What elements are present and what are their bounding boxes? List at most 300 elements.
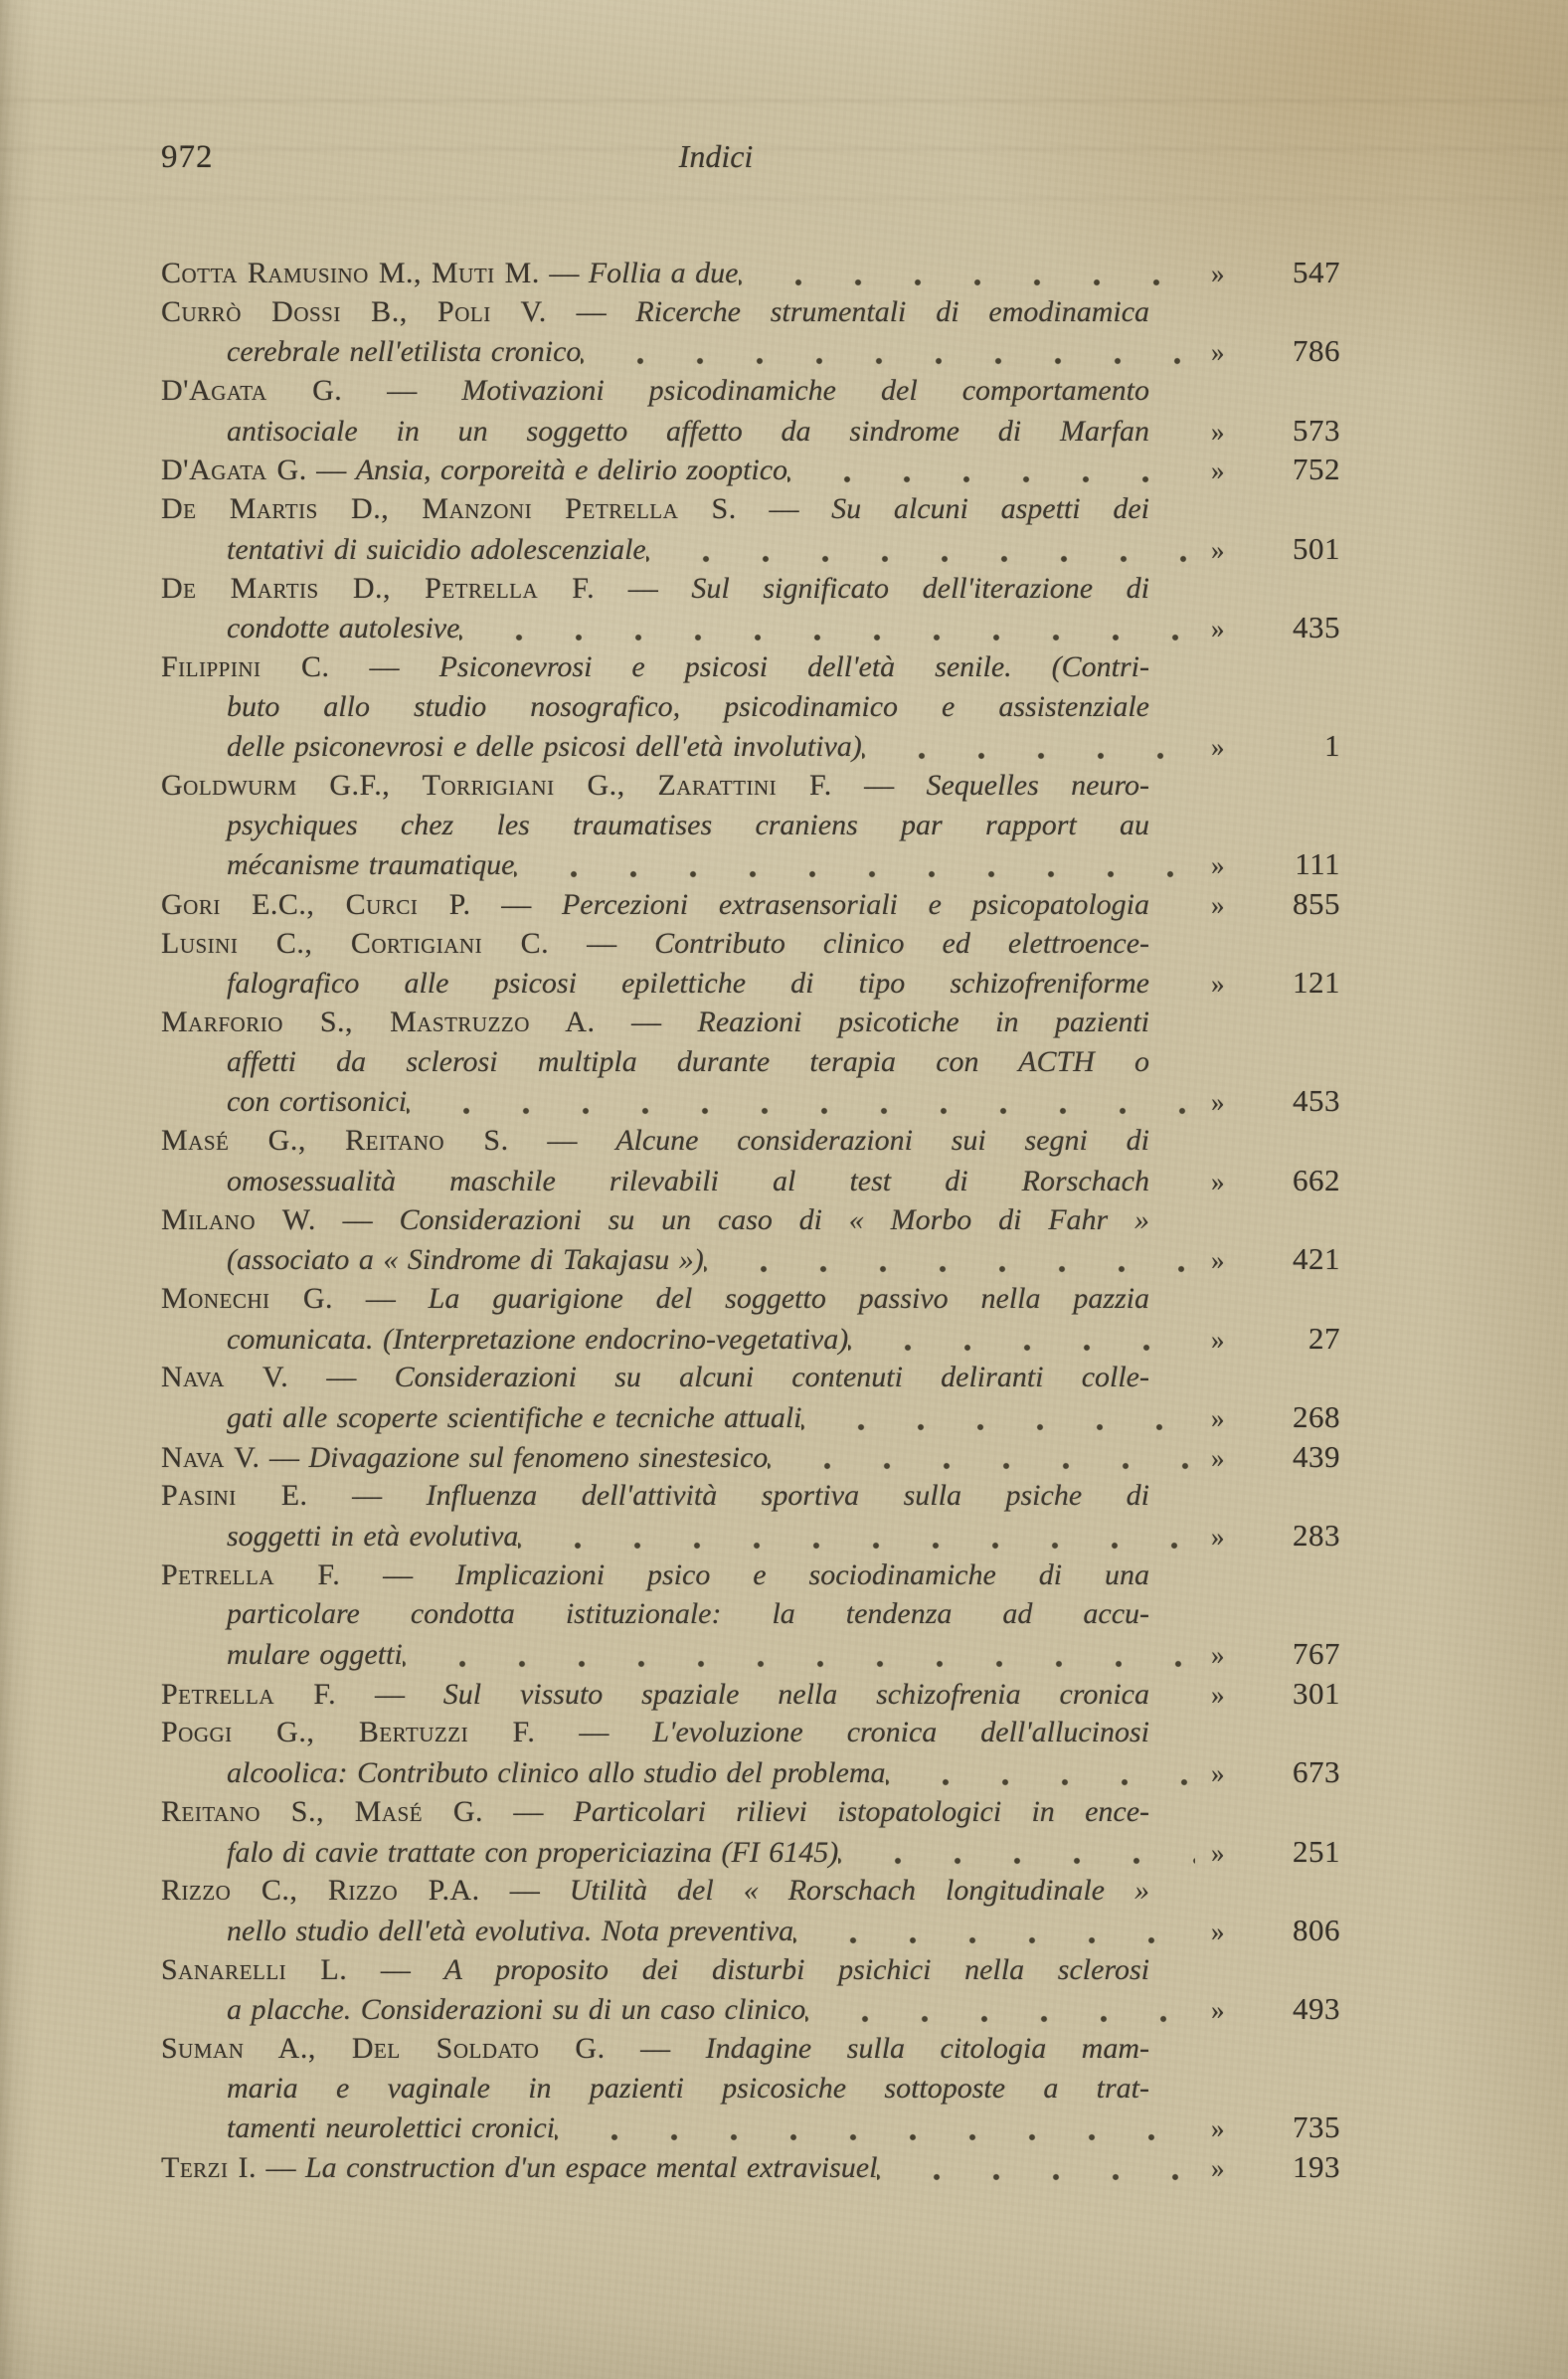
dot-leader [407, 1082, 1195, 1122]
entry-authors: Sanarelli L. [161, 1952, 348, 1986]
entry-text [227, 727, 862, 767]
entry-text [161, 1558, 1149, 1591]
entry-title: Psiconevrosi e psicosi dell'età senile. (Contri- [438, 649, 1149, 683]
entry-text-zone [161, 1162, 1211, 1201]
entry-text [161, 295, 1149, 328]
entry-text-zone [161, 1398, 1211, 1438]
em-dash: — [288, 1361, 395, 1394]
dot-leader [518, 1517, 1195, 1556]
page-ref-mark: » [1211, 259, 1225, 288]
index-line [161, 1200, 1340, 1240]
entry-text [161, 1124, 1149, 1157]
dot-leader [739, 254, 1196, 293]
page-ref-mark: » [1211, 1087, 1225, 1118]
index-line [161, 371, 1340, 411]
entry-text [161, 1795, 1149, 1828]
entry-title: mécanisme traumatique [227, 848, 515, 882]
entry-text [227, 1833, 838, 1873]
dot-leader [704, 1240, 1195, 1280]
em-dash: — [831, 768, 927, 802]
index-line [161, 411, 1340, 451]
entry-text-zone [161, 1121, 1211, 1161]
page-ref-number: 673 [1293, 1754, 1340, 1790]
em-dash: — [340, 1557, 456, 1591]
entry-title: Reazioni psicotiche in pazienti [697, 1006, 1149, 1039]
index-line [161, 1989, 1340, 2029]
index-line [161, 1239, 1340, 1279]
page-ref-mark: » [1211, 1640, 1225, 1671]
entry-title: alcoolica: Contributo clinico allo studio del problema [227, 1756, 886, 1790]
entry-text-zone [161, 727, 1211, 767]
entry-title: La construction d'un espace mental extravisuel [304, 2151, 878, 2184]
index-line [161, 1476, 1340, 1516]
em-dash: — [306, 454, 356, 487]
entry-text [227, 530, 646, 570]
page-ref-number: 301 [1293, 1675, 1340, 1711]
page-ref-number: 786 [1293, 333, 1340, 369]
index-line [161, 253, 1340, 292]
em-dash: — [342, 374, 462, 408]
index-line [161, 1556, 1340, 1595]
entry-authors: Terzi I. [161, 2151, 257, 2184]
page-ref-number: 855 [1293, 886, 1340, 921]
entry-text [227, 690, 1149, 723]
entry-title: Divagazione sul fenomeno sinestesico [308, 1440, 769, 1474]
entry-title: Contributo clinico ed elettroence- [654, 926, 1149, 960]
entry-text-zone [161, 1912, 1211, 1951]
index-line [161, 963, 1340, 1003]
entry-text-zone [161, 687, 1211, 727]
entry-authors: Marforio S., Mastruzzo A. [161, 1006, 596, 1039]
em-dash: — [470, 888, 562, 921]
dot-leader [768, 1438, 1195, 1478]
entry-text-zone [161, 489, 1211, 529]
entry-title: buto allo studio nosografico, psicodinamico e assistenziale [227, 689, 1149, 723]
index-list [161, 253, 1340, 2187]
entry-title: Indagine sulla citologia mam- [705, 2031, 1149, 2065]
dot-leader [805, 1990, 1195, 2030]
entry-title: antisociale in un soggetto affetto da sindrome di Marfan [227, 414, 1149, 448]
index-line [161, 1594, 1340, 1634]
page-ref-mark: » [1211, 534, 1225, 565]
entry-text-zone [161, 924, 1211, 964]
index-line [161, 2069, 1340, 2108]
entry-title: Implicazioni psico e sociodinamiche di una [455, 1557, 1150, 1591]
index-line [161, 647, 1340, 687]
entry-text [227, 415, 1149, 448]
index-line [161, 292, 1340, 332]
entry-text [227, 1517, 518, 1556]
dot-leader [403, 1635, 1195, 1675]
page-ref-number: 547 [1293, 255, 1340, 289]
entry-text [227, 1635, 403, 1675]
entry-text-zone [161, 885, 1211, 925]
entry-authors: Gori E.C., Curci P. [161, 888, 471, 921]
page-ref-mark: » [1211, 337, 1225, 368]
index-line [161, 1832, 1340, 1872]
entry-text [161, 927, 1149, 960]
page-ref-mark: » [1211, 1166, 1225, 1196]
page-ref-number: 435 [1293, 610, 1340, 645]
entry-text-zone [161, 2108, 1211, 2148]
index-line [161, 2147, 1340, 2187]
index-line [161, 608, 1340, 647]
entry-authors: Poggi G., Bertuzzi F. [161, 1716, 536, 1749]
page-ref-mark: » [1211, 890, 1225, 920]
entry-title: Considerazioni su un caso di « Morbo di Fahr » [399, 1202, 1150, 1236]
entry-title: Motivazioni psicodinamiche del comportamento [461, 374, 1149, 408]
entry-authors: Lusini C., Cortigiani C. [161, 926, 550, 960]
entry-authors: Pasini E. [161, 1479, 308, 1513]
page-ref-number: 662 [1293, 1162, 1340, 1197]
page-ref-mark: » [1211, 1402, 1225, 1433]
page-ref-number: 268 [1293, 1398, 1340, 1434]
index-line [161, 1950, 1340, 1990]
em-dash: — [539, 257, 589, 289]
entry-authors: D'Agata G. [161, 374, 343, 408]
entry-text-zone [161, 1990, 1211, 2030]
dot-leader [877, 2148, 1195, 2188]
entry-text-zone [161, 2069, 1211, 2108]
page-ref-number: 283 [1293, 1518, 1340, 1553]
dot-leader [787, 451, 1195, 490]
entry-title: Influenza dell'attività sportiva sulla psiche di [426, 1479, 1149, 1513]
entry-text [227, 1398, 801, 1438]
entry-text [227, 1045, 1149, 1078]
entry-text [227, 2072, 1149, 2104]
index-line [161, 1634, 1340, 1674]
page-ref-number: 806 [1293, 1912, 1340, 1947]
index-line [161, 766, 1340, 806]
entry-text-zone [161, 2029, 1211, 2069]
entry-title: con cortisonici [227, 1085, 408, 1119]
page-ref-mark: » [1211, 614, 1225, 644]
entry-title: mulare oggetti [227, 1638, 403, 1672]
index-line [161, 1397, 1340, 1437]
entry-text-zone [161, 766, 1211, 806]
entry-text [161, 888, 1149, 921]
entry-text [161, 769, 1149, 802]
entry-text-zone [161, 806, 1211, 845]
page-ref-mark: » [1211, 1679, 1225, 1710]
entry-text-zone [161, 1556, 1211, 1595]
entry-title: (associato a « Sindrome di Takajasu ») [227, 1243, 704, 1277]
entry-text-zone [161, 254, 1211, 293]
entry-title: L'evoluzione cronica dell'allucinosi [652, 1716, 1149, 1749]
index-line [161, 1792, 1340, 1832]
entry-authors: Filippini C. [161, 649, 330, 683]
entry-text [161, 1678, 1149, 1711]
index-line [161, 2029, 1340, 2069]
entry-authors: Petrella F. [161, 1677, 337, 1711]
entry-title: psychiques chez les traumatises craniens par rapport au [227, 808, 1149, 841]
entry-text [227, 1165, 1149, 1197]
index-line [161, 1752, 1340, 1792]
entry-authors: Nava V. [161, 1440, 261, 1474]
entry-authors: Currò Dossi B., Poli V. [161, 294, 547, 328]
entry-text [227, 2108, 555, 2148]
index-line [161, 1713, 1340, 1752]
entry-text [161, 1438, 768, 1478]
entry-text-zone [161, 609, 1211, 648]
entry-text [161, 1361, 1149, 1393]
index-line [161, 1871, 1340, 1911]
em-dash: — [333, 1281, 429, 1315]
entry-text-zone [161, 332, 1211, 372]
entry-title: Follia a due [588, 257, 739, 289]
entry-authors: Monechi G. [161, 1281, 333, 1315]
index-line [161, 1358, 1340, 1397]
entry-text-zone [161, 1240, 1211, 1280]
page-ref-mark: » [1211, 1324, 1225, 1355]
em-dash: — [535, 1716, 653, 1749]
dot-leader [848, 1320, 1195, 1360]
entry-text [161, 374, 1149, 407]
entry-text [227, 1912, 793, 1951]
entry-title: Particolari rilievi istopatologici in ence- [573, 1794, 1150, 1828]
entry-text [161, 1203, 1149, 1236]
entry-text-zone [161, 1003, 1211, 1042]
entry-text-zone [161, 1042, 1211, 1082]
entry-text-zone [161, 1635, 1211, 1675]
entry-text-zone [161, 1871, 1211, 1911]
index-line [161, 1674, 1340, 1714]
entry-text [161, 1006, 1149, 1038]
page-ref-number: 501 [1293, 530, 1340, 566]
page-ref-mark: » [1211, 2153, 1225, 2183]
em-dash: — [508, 1124, 616, 1158]
entry-title: Alcune considerazioni sui segni di [615, 1124, 1150, 1158]
em-dash: — [329, 649, 439, 683]
entry-title: maria e vaginale in pazienti psicosiche sottoposte a trat- [227, 2071, 1149, 2104]
entry-text [227, 845, 514, 885]
entry-text-zone [161, 1476, 1211, 1516]
entry-text [161, 451, 787, 490]
page-ref-number: 735 [1293, 2109, 1340, 2145]
entry-text [227, 332, 581, 372]
entry-text [161, 1953, 1149, 1986]
entry-title: nello studio dell'età evolutiva. Nota preventiva [227, 1914, 794, 1947]
em-dash: — [347, 1952, 444, 1986]
em-dash: — [479, 1874, 570, 1908]
entry-authors: Petrella F. [161, 1557, 341, 1591]
entry-text [161, 1479, 1149, 1512]
page-ref-number: 752 [1293, 452, 1340, 487]
entry-title: tentativi di suicidio adolescenziale [227, 532, 646, 566]
entry-title: particolare condotta istituzionale: la tendenza ad accu- [227, 1597, 1149, 1631]
entry-text [227, 1753, 886, 1793]
entry-title: Percezioni extrasensoriali e psicopatologia [561, 888, 1149, 921]
dot-leader [646, 530, 1195, 570]
entry-text-zone [161, 1675, 1211, 1715]
em-dash: — [315, 1202, 400, 1236]
dot-leader [838, 1833, 1195, 1873]
entry-text-zone [161, 845, 1211, 885]
entry-title: omosessualità maschile rilevabili al test di Rorschach [227, 1164, 1149, 1197]
entry-text-zone [161, 1279, 1211, 1319]
em-dash: — [256, 2151, 305, 2184]
page-ref-mark: » [1211, 1916, 1225, 1946]
entry-title: Sequelles neuro- [926, 768, 1149, 802]
em-dash: — [260, 1440, 309, 1474]
index-line [161, 331, 1340, 371]
page-ref-number: 1 [1324, 728, 1340, 764]
entry-text [227, 1990, 805, 2030]
entry-text-zone [161, 292, 1211, 332]
entry-text-zone [161, 569, 1211, 609]
entry-text-zone [161, 964, 1211, 1004]
entry-text [161, 2032, 1149, 2065]
index-line [161, 844, 1340, 884]
entry-text-zone [161, 1713, 1211, 1752]
page-ref-mark: » [1211, 732, 1225, 763]
dot-leader [886, 1753, 1196, 1793]
page-ref-mark: » [1211, 1245, 1225, 1276]
page-ref-number: 111 [1295, 846, 1340, 882]
dot-leader [862, 727, 1195, 767]
page-ref-number: 493 [1293, 1991, 1340, 2027]
entry-text-zone [161, 412, 1211, 452]
entry-title: falografico alle psicosi epilettiche di tipo schizofreniforme [227, 967, 1149, 1001]
entry-title: Su alcuni aspetti dei [831, 492, 1149, 526]
entry-title: Ansia, corporeità e delirio zooptico [355, 454, 788, 487]
page-ref-mark: » [1211, 850, 1225, 881]
page-ref-number: 439 [1293, 1438, 1340, 1474]
entry-title: Considerazioni su alcuni contenuti deliranti colle- [394, 1361, 1149, 1394]
entry-title: A proposito dei disturbi psichici nella sclerosi [443, 1952, 1150, 1986]
em-dash: — [595, 571, 692, 605]
entry-title: La guarigione del soggetto passivo nella pazzia [428, 1281, 1149, 1315]
em-dash: — [595, 1006, 698, 1039]
entry-title: Ricerche strumentali di emodinamica [635, 294, 1150, 328]
entry-authors: Cotta Ramusino M., Muti M. [161, 257, 540, 289]
em-dash: — [483, 1794, 574, 1828]
index-line [161, 1003, 1340, 1042]
entry-authors: Milano W. [161, 1202, 316, 1236]
entry-authors: De Martis D., Petrella F. [161, 571, 596, 605]
entry-title: comunicata. (Interpretazione endocrino-vegetativa) [227, 1322, 849, 1356]
entry-text [161, 1874, 1149, 1907]
entry-authors: Goldwurm G.F., Torrigiani G., Zarattini F. [161, 768, 832, 802]
entry-title: condotte autolesive [227, 612, 460, 645]
entry-text-zone [161, 1950, 1211, 1990]
index-line [161, 1319, 1340, 1359]
em-dash: — [736, 492, 832, 526]
entry-title: Sul vissuto spaziale nella schizofrenia cronica [442, 1677, 1149, 1711]
page-number: 972 [161, 139, 214, 175]
em-dash: — [546, 294, 636, 328]
entry-title: soggetti in età evolutiva [227, 1520, 519, 1553]
entry-title: affetti da sclerosi multipla durante terapia con ACTH o [227, 1044, 1149, 1078]
entry-authors: Nava V. [161, 1361, 289, 1394]
entry-title: gati alle scoperte scientifiche e tecniche attuali [227, 1400, 802, 1434]
page-ref-number: 421 [1293, 1241, 1340, 1277]
entry-authors: D'Agata G. [161, 454, 307, 487]
index-line [161, 529, 1340, 569]
page-ref-mark: » [1211, 1837, 1225, 1868]
entry-text [161, 650, 1149, 683]
page-ref-mark: » [1211, 456, 1225, 486]
page-ref-mark: » [1211, 969, 1225, 1000]
dot-leader [459, 609, 1195, 648]
index-line [161, 1279, 1340, 1319]
entry-text-zone [161, 1594, 1211, 1634]
em-dash: — [336, 1677, 443, 1711]
entry-text [227, 1597, 1149, 1630]
page-ref-mark: » [1211, 1522, 1225, 1552]
entry-text [161, 492, 1149, 525]
entry-text-zone [161, 1517, 1211, 1556]
page-ref-mark: » [1211, 416, 1225, 447]
index-line [161, 1081, 1340, 1121]
entry-title: a placche. Considerazioni su di un caso clinico [227, 1993, 806, 2027]
page-ref-mark: » [1211, 2113, 1225, 2144]
entry-text [227, 809, 1149, 841]
entry-text-zone [161, 1320, 1211, 1360]
entry-text-zone [161, 2148, 1211, 2188]
page-ref-mark: » [1211, 1442, 1225, 1473]
entry-text [161, 2148, 877, 2188]
page-title: Indici [678, 138, 754, 174]
entry-authors: Suman A., Del Soldato G. [161, 2031, 606, 2065]
page-ref-number: 251 [1293, 1833, 1340, 1869]
entry-title: delle psiconevrosi e delle psicosi dell'età involutiva) [227, 730, 862, 764]
entry-title: cerebrale nell'etilista cronico [227, 335, 582, 369]
entry-authors: Reitano S., Masé G. [161, 1794, 484, 1828]
index-line [161, 884, 1340, 924]
em-dash: — [605, 2031, 706, 2065]
index-line [161, 806, 1340, 845]
entry-text-zone [161, 1438, 1211, 1478]
entry-text [227, 967, 1149, 1000]
index-line [161, 1042, 1340, 1082]
index-line [161, 1911, 1340, 1950]
page-ref-mark: » [1211, 1995, 1225, 2026]
index-line [161, 924, 1340, 964]
dot-leader [801, 1398, 1195, 1438]
page-ref-number: 193 [1293, 2149, 1340, 2184]
page-ref-number: 573 [1293, 412, 1340, 448]
index-line [161, 1161, 1340, 1200]
em-dash: — [307, 1479, 427, 1513]
entry-text-zone [161, 451, 1211, 490]
entry-authors: Masé G., Reitano S. [161, 1124, 509, 1158]
entry-text [161, 1716, 1149, 1748]
dot-leader [793, 1912, 1195, 1951]
index-line [161, 569, 1340, 609]
entry-text [227, 609, 459, 648]
index-line [161, 450, 1340, 489]
entry-title: Sul significato dell'iterazione di [691, 571, 1149, 605]
dot-leader [581, 332, 1195, 372]
page-ref-number: 27 [1308, 1320, 1340, 1356]
entry-text [227, 1320, 848, 1360]
entry-text-zone [161, 1792, 1211, 1832]
page-ref-number: 767 [1293, 1636, 1340, 1672]
entry-text-zone [161, 1753, 1211, 1793]
entry-text-zone [161, 647, 1211, 687]
index-line [161, 726, 1340, 766]
index-line [161, 1437, 1340, 1477]
entry-title: tamenti neurolettici cronici [227, 2111, 556, 2145]
em-dash: — [549, 926, 655, 960]
entry-text-zone [161, 1833, 1211, 1873]
entry-text [161, 254, 739, 293]
page-ref-number: 453 [1293, 1083, 1340, 1119]
index-line [161, 687, 1340, 727]
entry-text [227, 1082, 407, 1122]
entry-text-zone [161, 371, 1211, 411]
